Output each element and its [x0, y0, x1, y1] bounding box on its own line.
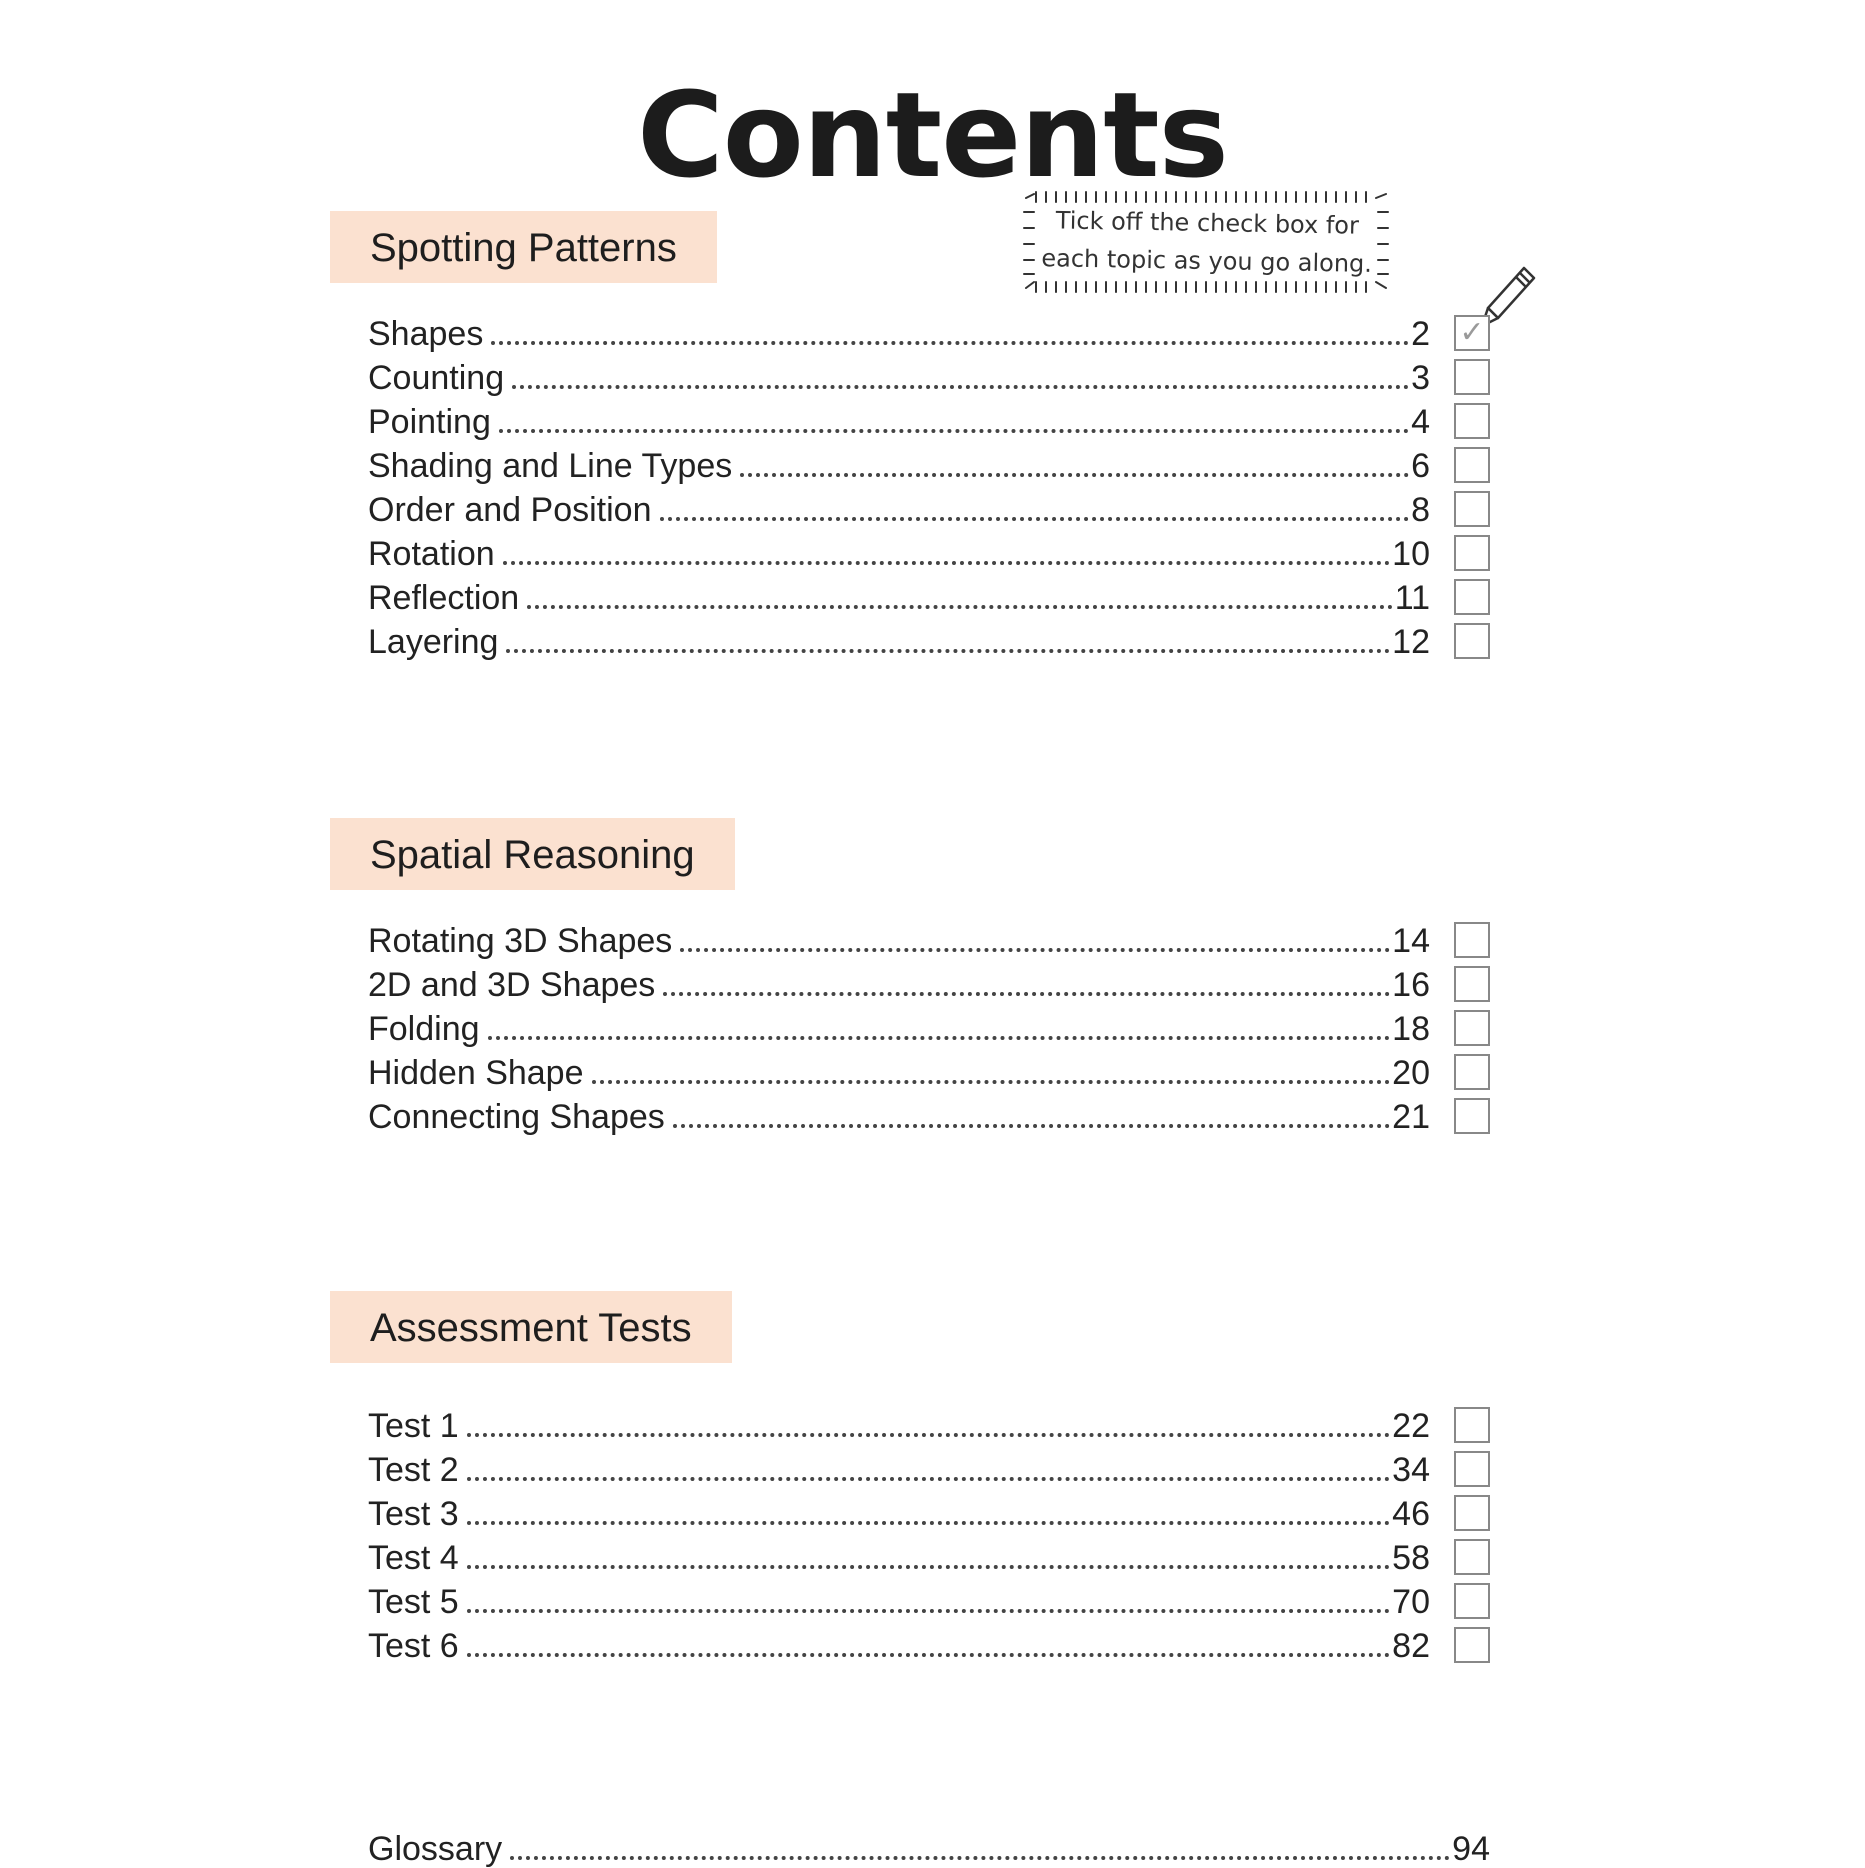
toc-row[interactable]: [330, 571, 1490, 615]
toc-label: Test 3: [368, 1495, 459, 1533]
topic-checkbox[interactable]: [1454, 966, 1490, 1002]
page-number: 2: [1411, 315, 1430, 353]
leader-dots: [510, 1856, 1450, 1860]
section-heading: Assessment Tests: [330, 1291, 732, 1363]
leader-dots: [680, 948, 1390, 952]
page-number: 12: [1392, 623, 1430, 661]
page-number: 70: [1392, 1583, 1430, 1621]
leader-dots: [467, 1653, 1390, 1657]
tip-note-line-1: Tick off the check box for: [1055, 206, 1360, 240]
toc-label: Pointing: [368, 403, 491, 441]
topic-checkbox[interactable]: [1454, 1010, 1490, 1046]
topic-checkbox[interactable]: [1454, 1495, 1490, 1531]
page-number: 8: [1411, 491, 1430, 529]
topic-checkbox[interactable]: [1454, 491, 1490, 527]
leader-dots: [592, 1080, 1391, 1084]
leader-dots: [506, 649, 1390, 653]
toc-row[interactable]: [330, 1487, 1490, 1531]
section-assessment-tests: [330, 1291, 1490, 1663]
topic-checkbox[interactable]: [1454, 922, 1490, 958]
page-number: 6: [1411, 447, 1430, 485]
toc-label: Hidden Shape: [368, 1054, 584, 1092]
topic-checkbox[interactable]: [1454, 1539, 1490, 1575]
leader-dots: [660, 517, 1410, 521]
page-number: 10: [1392, 535, 1430, 573]
toc-label: Test 2: [368, 1451, 459, 1489]
page-number: 14: [1392, 922, 1430, 960]
topic-checkbox[interactable]: [1454, 579, 1490, 615]
toc-row[interactable]: [330, 395, 1490, 439]
toc-label: Shapes: [368, 315, 484, 353]
toc-row[interactable]: [330, 615, 1490, 659]
leader-dots: [512, 385, 1409, 389]
topic-checkbox[interactable]: [1454, 315, 1490, 351]
leader-dots: [503, 561, 1391, 565]
toc-label: Test 5: [368, 1583, 459, 1621]
toc-label: Shading and Line Types: [368, 447, 733, 485]
toc-row[interactable]: [330, 527, 1490, 571]
toc-list: [330, 307, 1490, 659]
toc-label: Order and Position: [368, 491, 652, 529]
toc-label: 2D and 3D Shapes: [368, 966, 656, 1004]
page-number: 58: [1392, 1539, 1430, 1577]
page-number: 18: [1392, 1010, 1430, 1048]
page-number: 11: [1394, 579, 1430, 617]
toc-row[interactable]: [330, 439, 1490, 483]
section-spatial-reasoning: [330, 818, 1490, 1134]
leader-dots: [673, 1124, 1390, 1128]
topic-checkbox[interactable]: [1454, 1627, 1490, 1663]
page-number: 3: [1411, 359, 1430, 397]
toc-label: Rotation: [368, 535, 495, 573]
toc-list: [330, 1399, 1490, 1663]
toc-label: Test 6: [368, 1627, 459, 1665]
leader-dots: [663, 992, 1390, 996]
toc-row[interactable]: [330, 307, 1490, 351]
leader-dots: [488, 1036, 1391, 1040]
toc-row[interactable]: [330, 1619, 1490, 1663]
checkmark-icon: ✓: [1459, 316, 1485, 349]
toc-row[interactable]: [330, 1090, 1490, 1134]
toc-row[interactable]: [330, 1002, 1490, 1046]
toc-list: [330, 914, 1490, 1134]
topic-checkbox[interactable]: [1454, 1407, 1490, 1443]
toc-row[interactable]: [330, 914, 1490, 958]
toc-label: Test 4: [368, 1539, 459, 1577]
page-number: 82: [1392, 1627, 1430, 1665]
leader-dots: [527, 605, 1393, 609]
toc-label: Folding: [368, 1010, 480, 1048]
topic-checkbox[interactable]: [1454, 535, 1490, 571]
page-number: 46: [1392, 1495, 1430, 1533]
page-number: 34: [1392, 1451, 1430, 1489]
section-heading: Spatial Reasoning: [330, 818, 735, 890]
topic-checkbox[interactable]: [1454, 1098, 1490, 1134]
leader-dots: [491, 341, 1409, 345]
glossary-page-number: 94: [1452, 1830, 1490, 1868]
toc-label: Connecting Shapes: [368, 1098, 665, 1136]
topic-checkbox[interactable]: [1454, 359, 1490, 395]
topic-checkbox[interactable]: [1454, 1451, 1490, 1487]
leader-dots: [499, 429, 1409, 433]
page-number: 20: [1392, 1054, 1430, 1092]
page-number: 21: [1392, 1098, 1430, 1136]
section-heading: Spotting Patterns: [330, 211, 717, 283]
page-title: Contents: [637, 66, 1228, 205]
leader-dots: [467, 1433, 1390, 1437]
leader-dots: [467, 1477, 1390, 1481]
page-number: 22: [1392, 1407, 1430, 1445]
toc-row[interactable]: [330, 1399, 1490, 1443]
toc-row[interactable]: [330, 1575, 1490, 1619]
toc-row[interactable]: [330, 1443, 1490, 1487]
toc-row[interactable]: [330, 483, 1490, 527]
toc-label: Test 1: [368, 1407, 459, 1445]
toc-label: Counting: [368, 359, 505, 397]
topic-checkbox[interactable]: [1454, 623, 1490, 659]
toc-row[interactable]: [330, 1531, 1490, 1575]
page-number: 16: [1392, 966, 1430, 1004]
toc-row[interactable]: [330, 1046, 1490, 1090]
glossary-row[interactable]: [330, 1822, 1490, 1866]
toc-label: Rotating 3D Shapes: [368, 922, 673, 960]
section-spotting-patterns: [330, 211, 1490, 659]
tip-note-line-2: each topic as you go along.: [1041, 244, 1373, 278]
glossary-label: Glossary: [368, 1830, 503, 1868]
topic-checkbox[interactable]: [1454, 447, 1490, 483]
toc-label: Layering: [368, 623, 499, 661]
page-number: 4: [1411, 403, 1430, 441]
leader-dots: [467, 1521, 1390, 1525]
leader-dots: [740, 473, 1409, 477]
toc-label: Reflection: [368, 579, 520, 617]
toc-row[interactable]: [330, 958, 1490, 1002]
topic-checkbox[interactable]: [1454, 1054, 1490, 1090]
leader-dots: [467, 1565, 1390, 1569]
toc-row[interactable]: [330, 351, 1490, 395]
topic-checkbox[interactable]: [1454, 403, 1490, 439]
topic-checkbox[interactable]: [1454, 1583, 1490, 1619]
leader-dots: [467, 1609, 1390, 1613]
